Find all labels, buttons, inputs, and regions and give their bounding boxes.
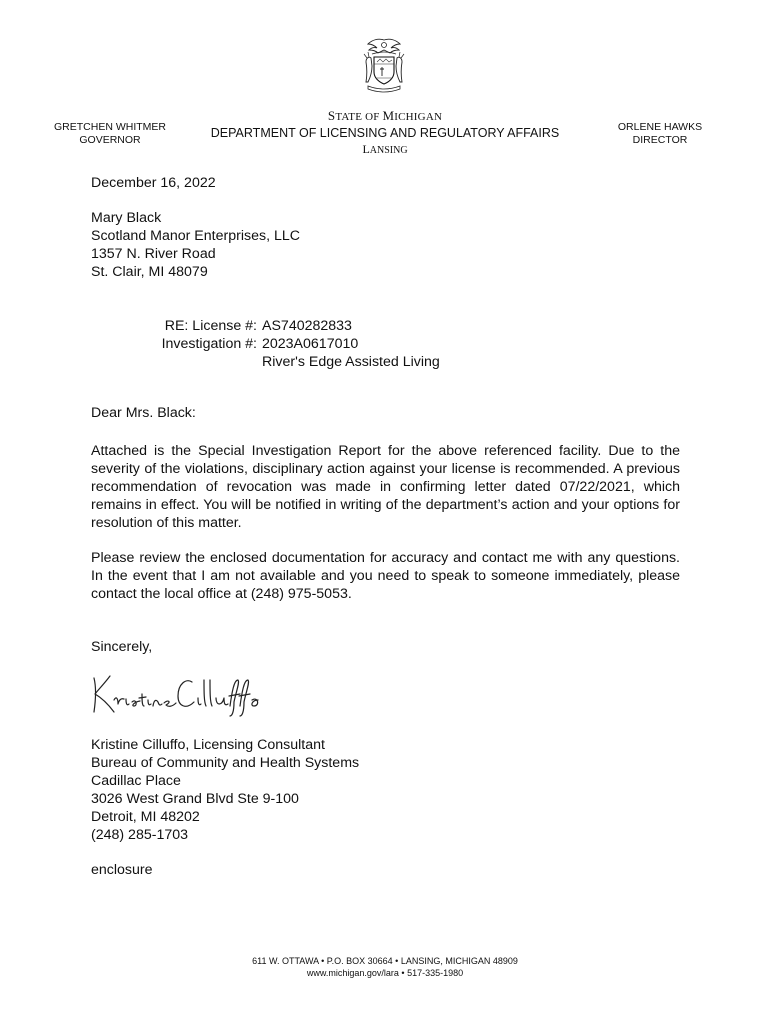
paragraph-1: Attached is the Special Investigation Report for the above referenced facility. Due to the severity of the violations, disciplinary action against your license is recommended. A previous recommendation of revocation was made in confirming letter dated 07/22/2021, which remains in effect. You will be notified in writing of the department’s action and your options for resolution of this matter. <box>91 443 680 531</box>
director-title: DIRECTOR <box>632 134 688 146</box>
sender-line: Bureau of Community and Health Systems <box>91 755 360 771</box>
recipient-line: Mary Black <box>91 210 162 226</box>
letter-date: December 16, 2022 <box>91 175 216 191</box>
sender-line: Kristine Cilluffo, Licensing Consultant <box>91 737 325 753</box>
sender-block <box>91 736 680 844</box>
footer-address: 611 W. OTTAWA • P.O. BOX 30664 • LANSING, MICHIGAN 48909 <box>252 956 518 966</box>
director-name: ORLENE HAWKS <box>617 121 703 133</box>
paragraph-2: Please review the enclosed documentation for accuracy and contact me with any questions. In the event that I am not available and you need to speak to someone immediately, please contact the local office at (248) 975-5053. <box>91 550 680 602</box>
director-block <box>600 121 720 147</box>
investigation-label: Investigation #: <box>161 336 257 352</box>
salutation: Dear Mrs. Black: <box>91 405 196 421</box>
enclosure-note: enclosure <box>91 862 153 878</box>
closing: Sincerely, <box>91 639 153 655</box>
license-label: RE: License #: <box>164 318 257 334</box>
recipient-line: St. Clair, MI 48079 <box>91 264 208 280</box>
investigation-number: 2023A0617010 <box>262 336 359 352</box>
michigan-seal-icon <box>360 36 408 96</box>
re-labels <box>120 317 257 353</box>
letterhead-center <box>180 108 590 157</box>
department-name: DEPARTMENT OF LICENSING AND REGULATORY AFFAIRS <box>210 126 560 140</box>
footer-contact: www.michigan.gov/lara • 517-335-1980 <box>306 968 464 978</box>
license-number: AS740282833 <box>262 318 352 334</box>
sender-line: Cadillac Place <box>91 773 181 789</box>
governor-block <box>48 121 172 147</box>
sender-line: (248) 285-1703 <box>91 827 189 843</box>
sender-line: 3026 West Grand Blvd Ste 9-100 <box>91 791 299 807</box>
sender-line: Detroit, MI 48202 <box>91 809 200 825</box>
re-values <box>262 317 440 371</box>
handwritten-signature <box>88 672 278 718</box>
city-name: LANSING <box>362 142 408 156</box>
governor-name: GRETCHEN WHITMER <box>54 121 166 133</box>
facility-name: River's Edge Assisted Living <box>262 354 440 370</box>
governor-title: GOVERNOR <box>79 134 141 146</box>
footer <box>0 955 770 979</box>
recipient-line: Scotland Manor Enterprises, LLC <box>91 228 300 244</box>
recipient-line: 1357 N. River Road <box>91 246 216 262</box>
state-of-michigan: STATE OF MICHIGAN <box>327 108 443 123</box>
recipient-address <box>91 209 680 281</box>
